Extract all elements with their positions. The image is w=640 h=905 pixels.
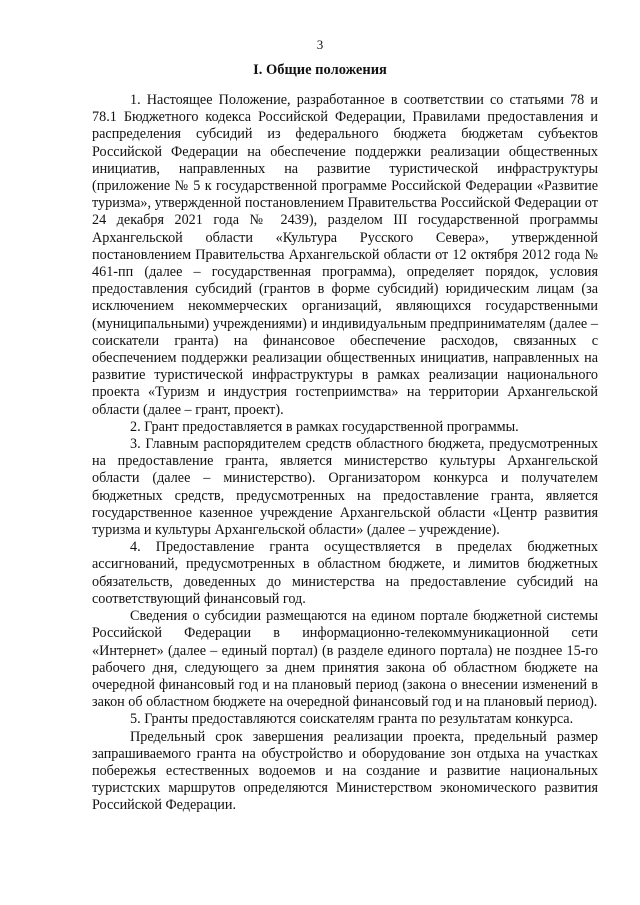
paragraph-2: 2. Грант предоставляется в рамках государственной программы. — [130, 418, 519, 435]
paragraph-4: 4. Предоставление гранта осуществляется в пределах бюджетных ассигнований, предусмотренных в областном бюджете, и лимитов бюджетных обязательств, доведенных до министерства на предоставление субсидий на соответствующий финансовый год. — [92, 539, 598, 607]
section-heading: I. Общие положения — [253, 62, 387, 78]
document-body — [92, 92, 598, 815]
paragraph-subsidy-info: Сведения о субсидии размещаются на едином портале бюджетной системы Российской Федерации в информационно-телекоммуникационной сети «Интернет» (далее – единый портал) (в разделе единого портала) не позднее 15-го рабочего дня, следующего за днем принятия закона об областном бюджете на очередной финансовый год и на плановый период (закона о внесении изменений в закон об областном бюджете на очередной финансовый год и на плановый период). — [92, 608, 598, 711]
paragraph-3: 3. Главным распорядителем средств областного бюджета, предусмотренных на предоставление гранта, является министерство культуры Архангельской области (далее – министерство). Организатором конкурса и получателем бюджетных средств, предусмотренных на предоставление гранта, является государственное казенное учреждение Архангельской области «Центр развития туризма и культуры Архангельской области» (далее – учреждение). — [92, 436, 598, 539]
paragraph-1: 1. Настоящее Положение, разработанное в соответствии со статьями 78 и 78.1 Бюджетного кодекса Российской Федерации, Правилами предоставления и распределения субсидий из федерального бюджета бюджетам субъектов Российской Федерации на обеспечение поддержки реализации общественных инициатив, направленных на развитие туристической инфраструктуры (приложение № 5 к государственной программе Российской Федерации «Развитие туризма», утвержденной постановлением Правительства Российской Федерации от 24 декабря 2021 года № 2439), разделом III государственной программы Архангельской области «Культура Русского Севера», утвержденной постановлением Правительства Архангельской области от 12 октября 2012 года № 461-пп (далее – государственная программа), определяет порядок, условия предоставления субсидий (грантов в форме субсидий) юридическим лицам (за исключением некоммерческих организаций, являющихся государственными (муниципальными) учреждениями) и индивидуальным предпринимателям (далее – соискатели гранта) на финансовое обеспечение расходов, связанных с обеспечением поддержки реализации общественных инициатив, направленных на развитие туристической инфраструктуры в рамках реализации национального проекта «Туризм и индустрия гостеприимства» на территории Архангельской области (далее – грант, проект). — [92, 92, 598, 418]
paragraph-deadline: Предельный срок завершения реализации проекта, предельный размер запрашиваемого гранта на обустройство и оборудование зон отдыха на участках побережья естественных водоемов и на создание и развитие национальных туристских маршрутов определяются Министерством экономического развития Российской Федерации. — [92, 728, 598, 814]
paragraph-5: 5. Гранты предоставляются соискателям гранта по результатам конкурса. — [130, 711, 574, 728]
page-number: 3 — [316, 37, 324, 52]
